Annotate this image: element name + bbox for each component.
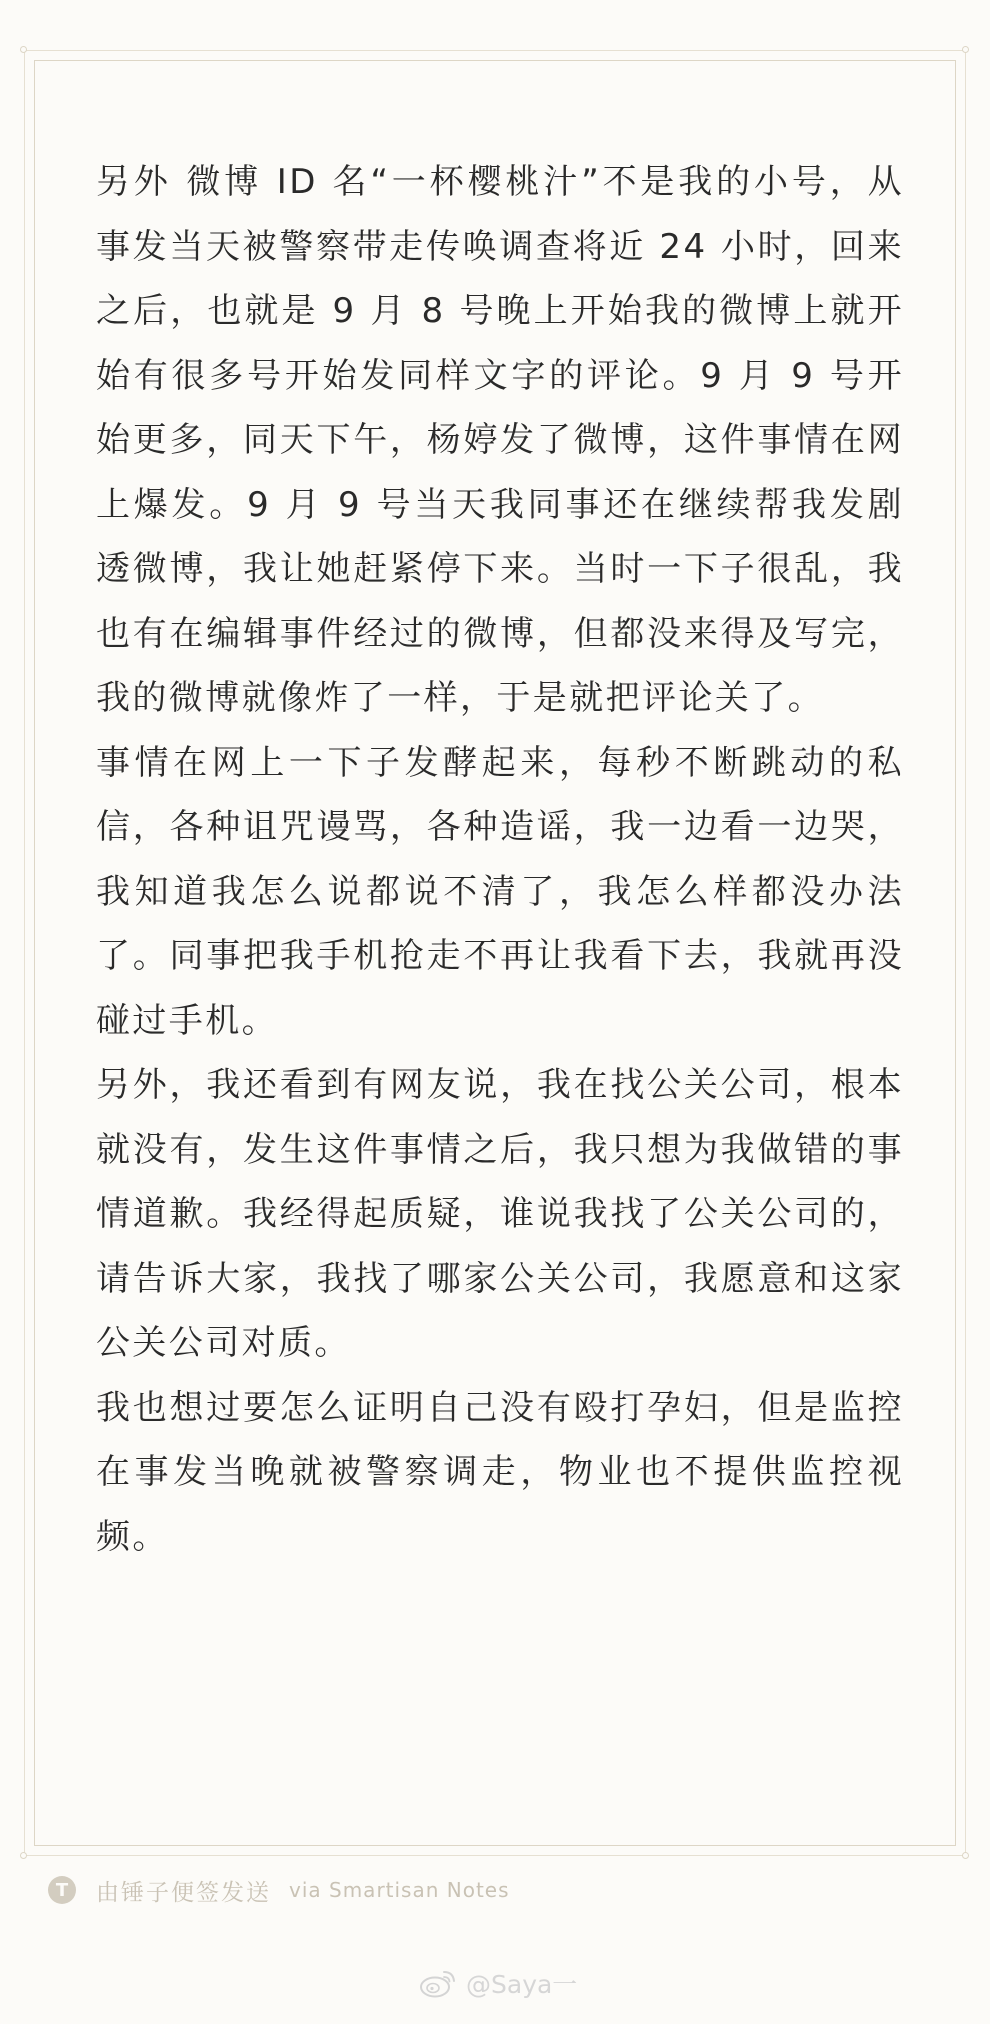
note-body [96,150,904,1569]
note-footer [48,1873,510,1907]
footer-sent-by: 由锤子便签发送 [96,1879,271,1906]
smartisan-logo-icon: T [48,1876,76,1904]
weibo-logo-icon [418,1967,458,1999]
note-paragraph: 我也想过要怎么证明自己没有殴打孕妇，但是监控在事发当晚就被警察调走，物业也不提供监控视频。 [96,1387,904,1557]
weibo-watermark [418,1965,577,2001]
weibo-handle: @Saya一 [466,1970,578,1999]
corner-ornament [20,1852,27,1859]
note-paragraph: 另外 微博 ID 名“一杯樱桃汁”不是我的小号，从事发当天被警察带走传唤调查将近 24 小时，回来之后，也就是 9 月 8 号晚上开始我的微博上就开始有很多号开始发同样文字的评论。9 月 9 号开始更多，同天下午，杨婷发了微博，这件事情在网上爆发。9 月 9 号当天我同事还在继续帮我发剧透微博，我让她赶紧停下来。当时一下子很乱，我也有在编辑事件经过的微博，但都没来得及写完，我的微博就像炸了一样，于是就把评论关了。 [96,162,904,718]
note-paragraph: 另外，我还看到有网友说，我在找公关公司，根本就没有，发生这件事情之后，我只想为我做错的事情道歉。我经得起质疑，谁说我找了公关公司的，请告诉大家，我找了哪家公关公司，我愿意和这家公关公司对质。 [96,1065,904,1363]
corner-ornament [962,46,969,53]
footer-via: via Smartisan Notes [289,1878,510,1902]
corner-ornament [962,1852,969,1859]
note-paragraph: 事情在网上一下子发酵起来，每秒不断跳动的私信，各种诅咒谩骂，各种造谣，我一边看一边哭，我知道我怎么说都说不清了，我怎么样都没办法了。同事把我手机抢走不再让我看下去，我就再没碰过手机。 [96,742,904,1041]
corner-ornament [20,46,27,53]
